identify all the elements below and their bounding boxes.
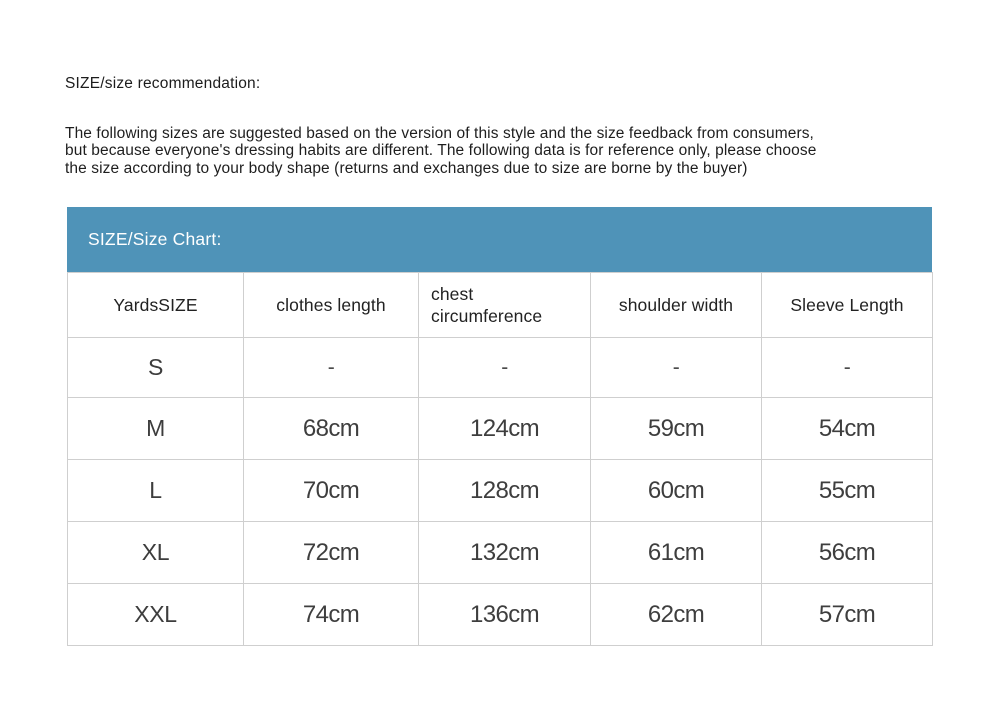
table-row-l bbox=[68, 460, 933, 522]
size-chart-table bbox=[67, 272, 933, 646]
recommendation-line-1: The following sizes are suggested based on the version of this style and the size feedback from consumers, bbox=[65, 125, 814, 142]
clothes-length-cell: 68cm bbox=[244, 398, 419, 460]
sleeve-length-cell: 57cm bbox=[762, 584, 933, 646]
sleeve-length-cell: 54cm bbox=[762, 398, 933, 460]
table-row-s bbox=[68, 338, 933, 398]
chest-circumference-cell: 132cm bbox=[419, 522, 591, 584]
sleeve-length-cell: 56cm bbox=[762, 522, 933, 584]
shoulder-width-cell: 60cm bbox=[591, 460, 762, 522]
column-header-yards-size: YardsSIZE bbox=[68, 273, 244, 338]
column-header-sleeve-length: Sleeve Length bbox=[762, 273, 933, 338]
size-cell: XL bbox=[68, 522, 244, 584]
sleeve-length-cell: - bbox=[762, 338, 933, 398]
size-recommendation-heading: SIZE/size recommendation: bbox=[65, 75, 261, 92]
size-cell: M bbox=[68, 398, 244, 460]
size-chart-title: SIZE/Size Chart: bbox=[88, 229, 222, 249]
size-cell: S bbox=[68, 338, 244, 398]
size-recommendation-text bbox=[65, 125, 816, 177]
chest-circumference-cell: 136cm bbox=[419, 584, 591, 646]
column-header-shoulder-width: shoulder width bbox=[591, 273, 762, 338]
size-cell: XXL bbox=[68, 584, 244, 646]
size-cell: L bbox=[68, 460, 244, 522]
shoulder-width-cell: 61cm bbox=[591, 522, 762, 584]
recommendation-line-2: but because everyone's dressing habits are different. The following data is for reference only, please choose bbox=[65, 142, 817, 160]
table-header-row bbox=[68, 273, 933, 338]
table-row-m bbox=[68, 398, 933, 460]
clothes-length-cell: 72cm bbox=[244, 522, 419, 584]
shoulder-width-cell: - bbox=[591, 338, 762, 398]
sleeve-length-cell: 55cm bbox=[762, 460, 933, 522]
clothes-length-cell: - bbox=[244, 338, 419, 398]
chest-circumference-cell: 124cm bbox=[419, 398, 591, 460]
chest-circumference-cell: - bbox=[419, 338, 591, 398]
table-row-xl bbox=[68, 522, 933, 584]
table-row-xxl bbox=[68, 584, 933, 646]
shoulder-width-cell: 62cm bbox=[591, 584, 762, 646]
column-header-chest-circumference: chest circumference bbox=[419, 273, 591, 338]
size-chart-title-bar bbox=[67, 207, 932, 272]
clothes-length-cell: 70cm bbox=[244, 460, 419, 522]
recommendation-line-3: the size according to your body shape (returns and exchanges due to size are borne by the buyer) bbox=[65, 159, 748, 177]
chest-circumference-cell: 128cm bbox=[419, 460, 591, 522]
clothes-length-cell: 74cm bbox=[244, 584, 419, 646]
column-header-clothes-length: clothes length bbox=[244, 273, 419, 338]
shoulder-width-cell: 59cm bbox=[591, 398, 762, 460]
